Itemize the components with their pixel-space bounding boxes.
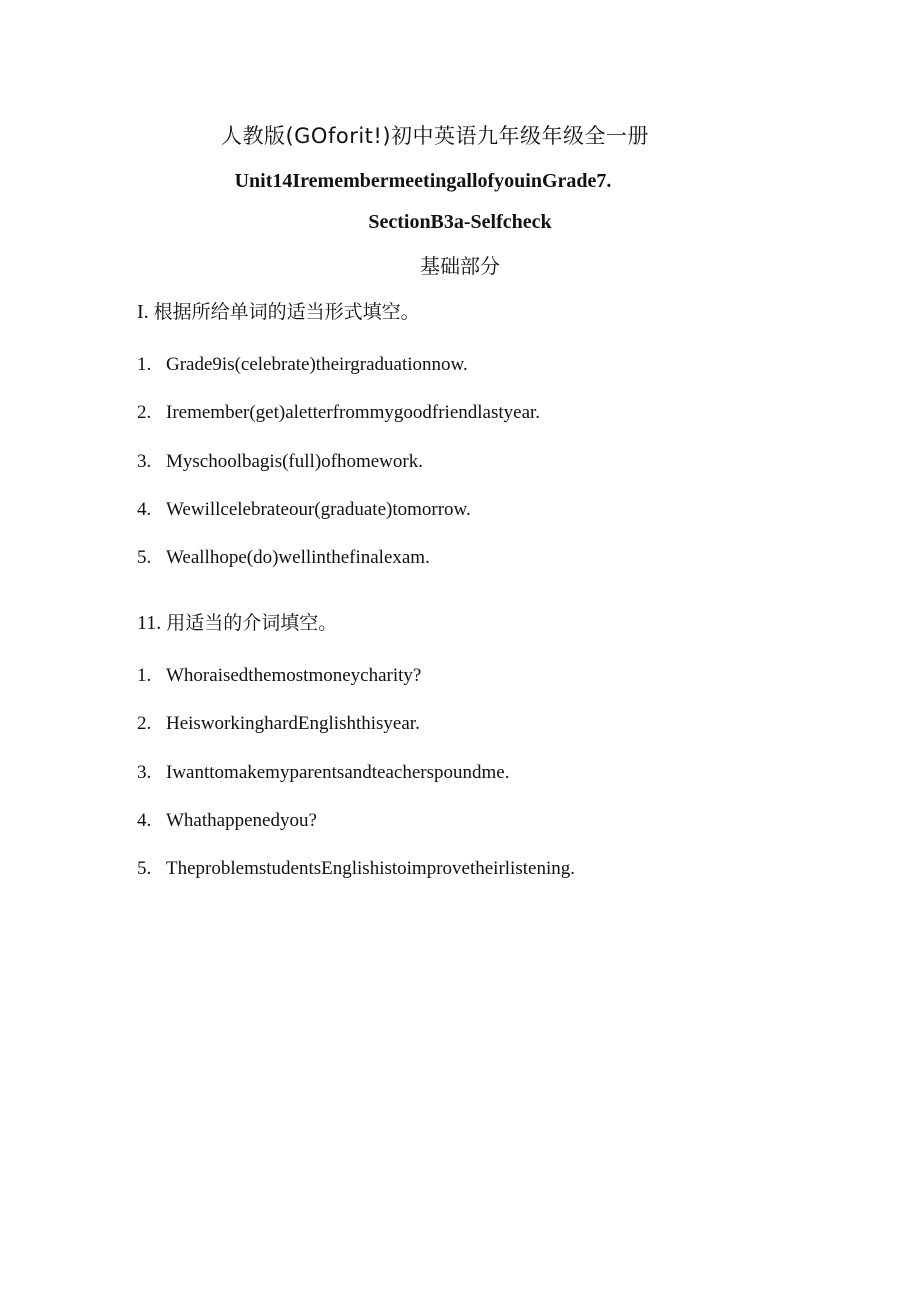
item-number: 4.: [137, 810, 152, 831]
item-number: 3.: [137, 451, 152, 472]
part2-heading: [137, 613, 337, 633]
item-text: Weallhope(do)wellinthefinalexam.: [166, 547, 430, 568]
item-text: Iwanttomakemyparentsandteacherspoundme.: [166, 762, 510, 783]
part1-instruction: 根据所给单词的适当形式填空。: [153, 301, 420, 323]
part2-label: 11.: [137, 612, 162, 634]
item-text: Whathappenedyou?: [166, 810, 317, 831]
document-title-chinese: 人教版(GOforit!)初中英语九年级年级全一册: [220, 124, 650, 148]
item-text: Iremember(get)aletterfrommygoodfriendlastyear.: [166, 402, 541, 423]
item-number: 3.: [137, 762, 152, 783]
item-number: 2.: [137, 402, 152, 423]
item-number: 1.: [137, 354, 152, 375]
item-text: Grade9is(celebrate)theirgraduationnow.: [166, 354, 468, 375]
list-item: [137, 403, 540, 422]
section-title: SectionB3a-Selfcheck: [368, 211, 552, 233]
unit-title: Unit14IremembermeetingallofyouinGrade7.: [234, 170, 612, 192]
item-text: Whoraisedthemostmoneycharity?: [166, 665, 422, 686]
part2-instruction: 用适当的介词填空。: [166, 612, 338, 634]
item-number: 1.: [137, 665, 152, 686]
list-item: [137, 355, 468, 374]
item-number: 2.: [137, 713, 152, 734]
part1-label: I.: [137, 301, 149, 323]
list-item: [137, 811, 317, 830]
item-text: Wewillcelebrateour(graduate)tomorrow.: [166, 499, 471, 520]
item-text: TheproblemstudentsEnglishistoimprovetheirlistening.: [166, 858, 575, 879]
item-number: 4.: [137, 499, 152, 520]
item-text: HeisworkinghardEnglishthisyear.: [166, 713, 420, 734]
list-item: [137, 548, 430, 567]
list-item: [137, 859, 575, 878]
list-item: [137, 763, 509, 782]
part1-heading: [137, 302, 420, 322]
list-item: [137, 666, 421, 685]
list-item: [137, 452, 423, 471]
list-item: [137, 714, 420, 733]
item-text: Myschoolbagis(full)ofhomework.: [166, 451, 423, 472]
list-item: [137, 500, 471, 519]
item-number: 5.: [137, 547, 152, 568]
item-number: 5.: [137, 858, 152, 879]
basic-part-heading: 基础部分: [420, 254, 500, 278]
